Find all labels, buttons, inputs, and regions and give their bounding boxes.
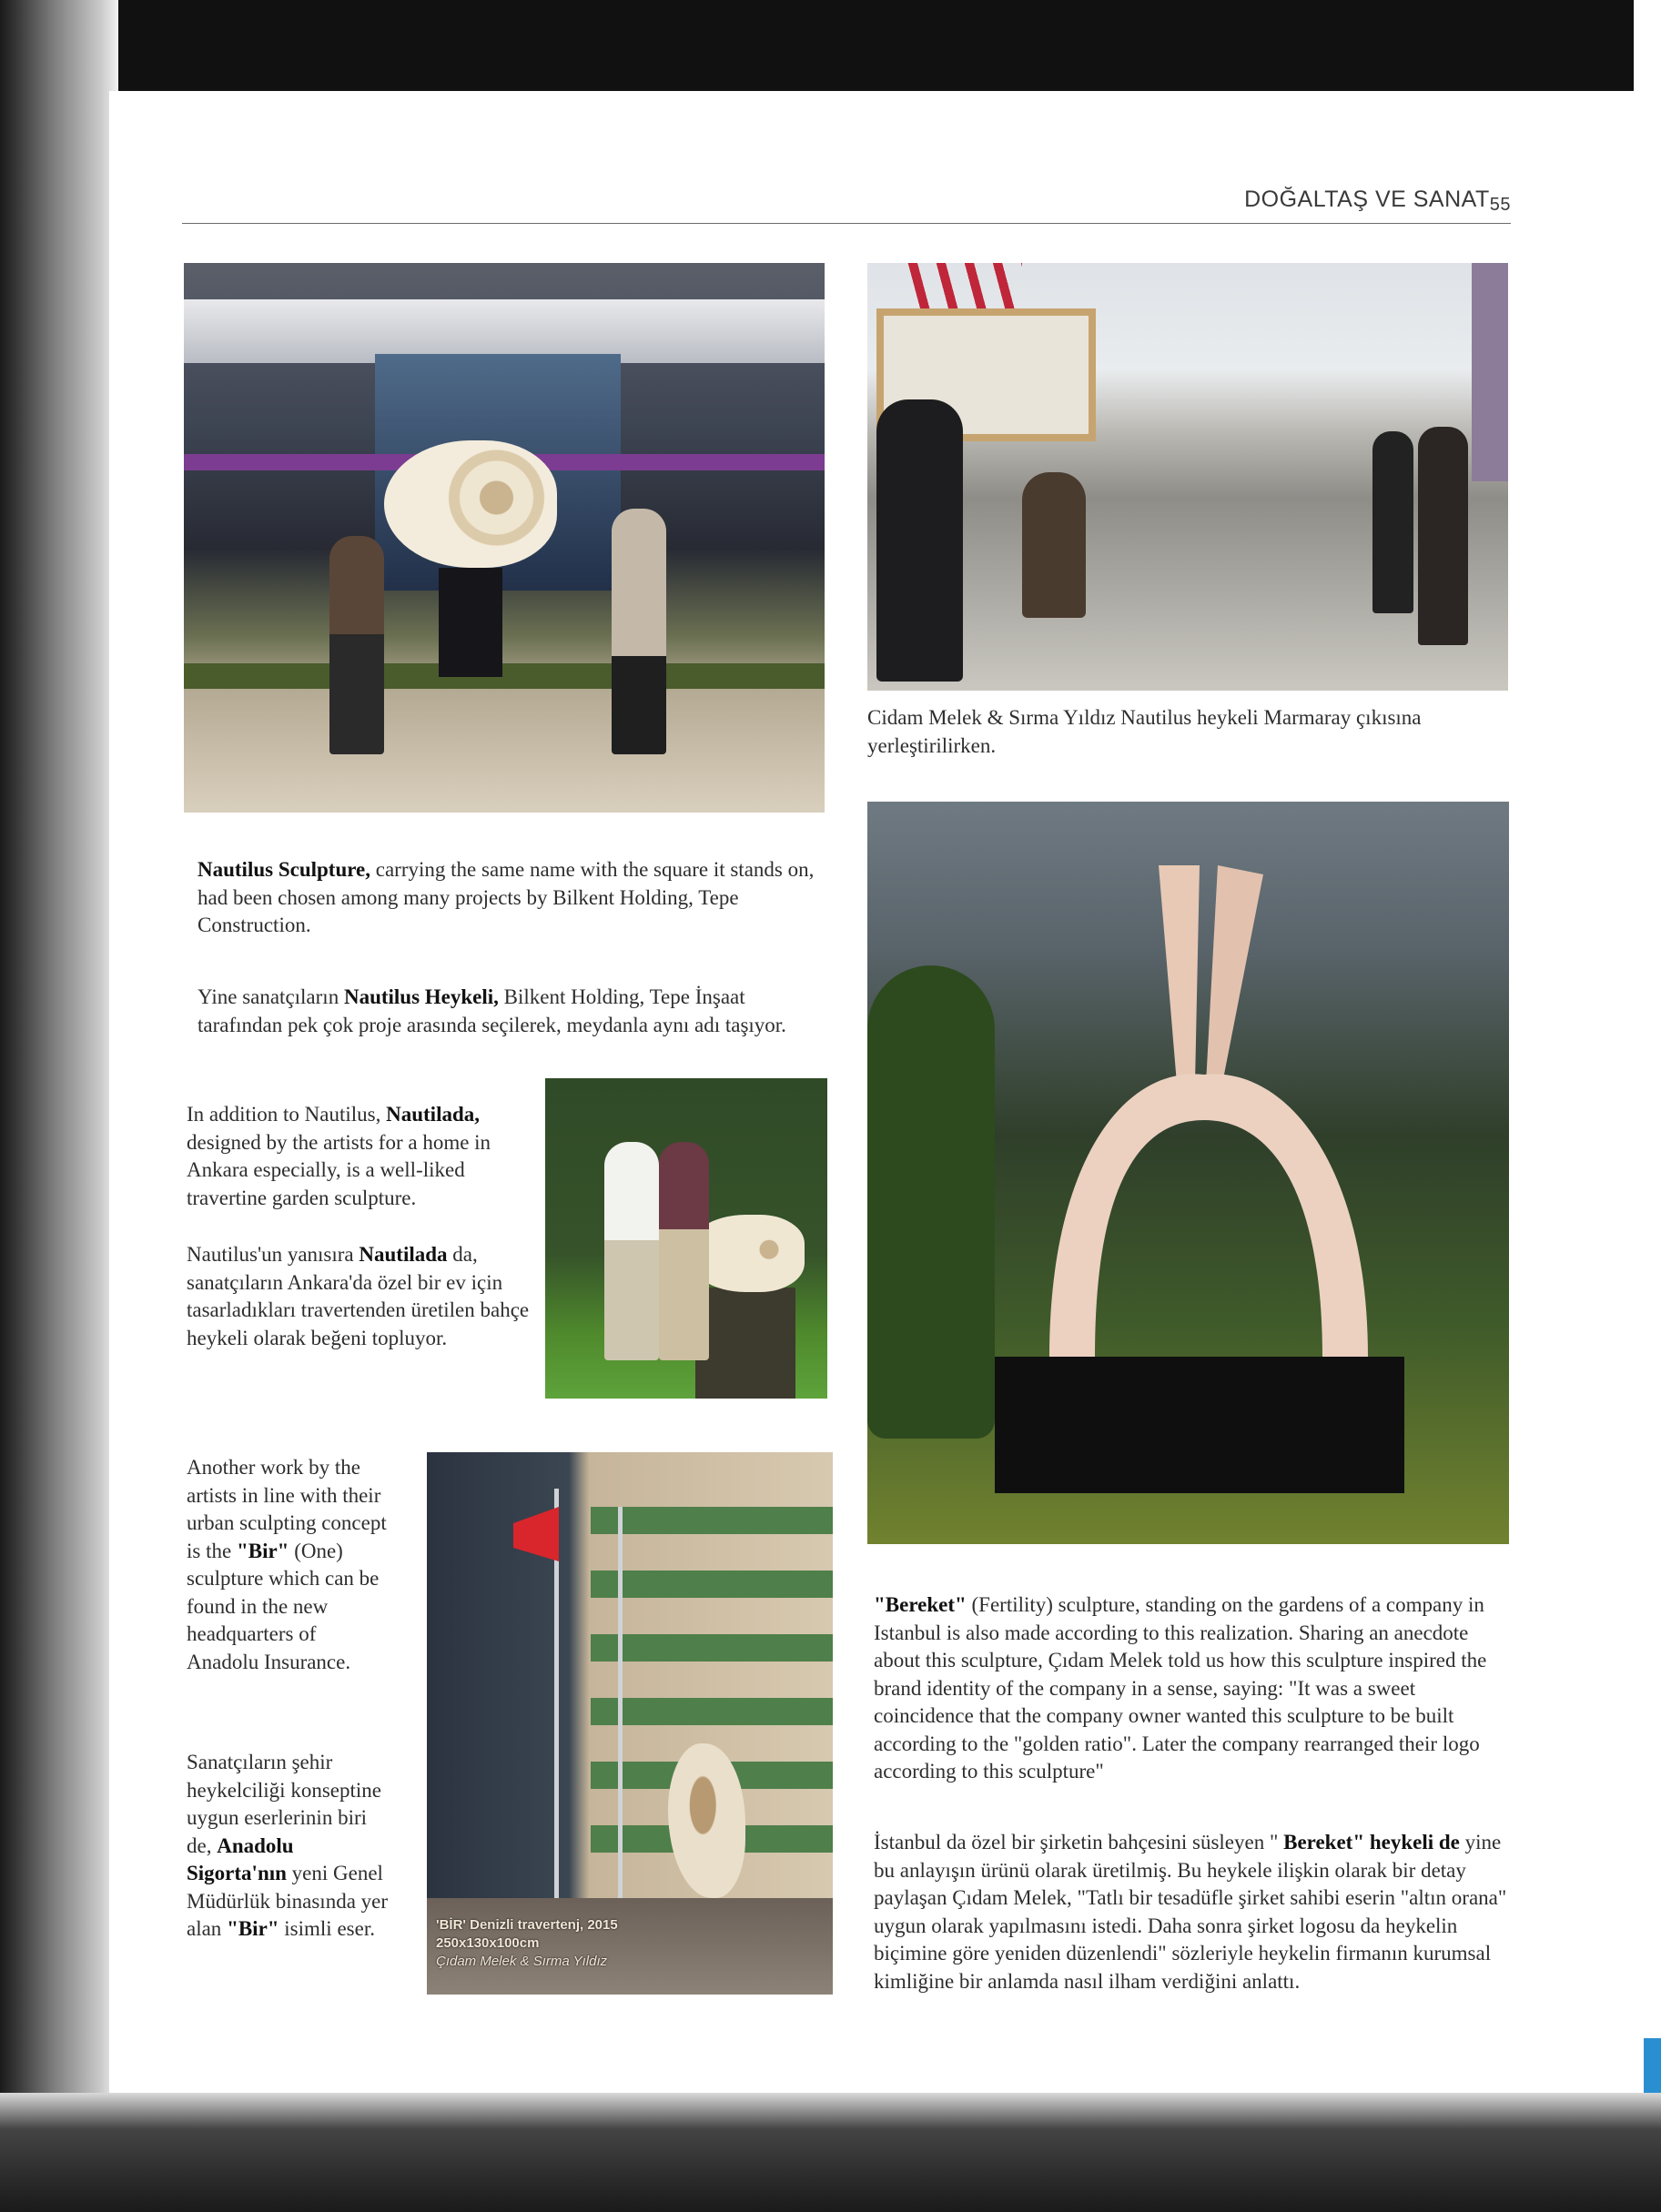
sculpture-pedestal: [695, 1288, 795, 1399]
turkish-flag: [513, 1507, 559, 1561]
paragraph-bir-tr: [187, 1749, 396, 1944]
body-text: Bilkent Holding, Tepe İnşaat tarafından pek çok proje arasında seçilerek, meydanla aynı adı taşıyor.: [197, 985, 786, 1036]
photo-nautilus-plaza: [184, 263, 825, 813]
body-text: Another work by the artists in line with their urban sculpting concept is the: [187, 1456, 387, 1562]
photo-bereket-sculpture: [867, 802, 1509, 1544]
artist-figure: [1372, 431, 1413, 613]
plaque-dimensions: 250x130x100cm: [436, 1935, 540, 1951]
emphasis: Nautilus Heykeli,: [343, 985, 499, 1008]
body-text: carrying the same name with the square it stands on, had been chosen among many projects by Bilkent Holding, Tepe Construction.: [197, 858, 815, 936]
grass-strip: [184, 663, 825, 689]
paragraph-bereket-tr: [874, 1829, 1511, 1995]
emphasis: Nautilada: [359, 1243, 448, 1266]
sculpture-pedestal: [439, 568, 502, 677]
paragraph-nautilada-en: [187, 1101, 532, 1212]
emphasis: Anadolu Sigorta'nın: [187, 1833, 294, 1884]
worker-figure: [1022, 472, 1086, 618]
emphasis: Bereket" heykeli de: [1283, 1831, 1460, 1853]
body-text: yeni Genel Müdürlük binasında yer alan: [187, 1862, 389, 1940]
section-title: DOĞALTAŞ VE SANAT: [1244, 187, 1490, 212]
body-text: isimli eser.: [279, 1917, 375, 1940]
body-text: İstanbul da özel bir şirketin bahçesini süsleyen ": [874, 1831, 1284, 1853]
scan-border-bottom: [0, 2093, 1661, 2212]
scan-border-top: [0, 0, 1661, 100]
plaque-artists: Çıdam Melek & Sırma Yıldız: [436, 1954, 608, 1969]
paragraph-nautilada-tr: [187, 1241, 532, 1352]
flag-pole: [618, 1507, 623, 1962]
body-text: (Fertility) sculpture, standing on the gardens of a company in Istanbul is also made according to this realization. Sharing an anecdote about this sculpture, Çıdam Melek told us how this sculpture inspired the brand identity of the company in a sense, saying: "It was a sweet coincidence that the company owner wanted this sculpture to be built according to the "golden ratio". Later the company rearranged their logo according to this sculpture": [874, 1593, 1487, 1783]
paragraph-bereket-en: [874, 1591, 1511, 1786]
body-text: Nautilus'un yanısıra: [187, 1243, 360, 1266]
emphasis: "Bir": [227, 1917, 279, 1940]
paragraph-bir-en: [187, 1454, 387, 1676]
body-text: da, sanatçıların Ankara'da özel bir ev için tasarladıkları travertenden üretilen bahçe heykeli olarak beğeni topluyor.: [187, 1243, 530, 1349]
building-pillar: [1472, 263, 1508, 481]
photo-bir-sculpture: [427, 1452, 833, 1995]
header-rule: [182, 223, 1511, 224]
bereket-sculpture: [1013, 856, 1404, 1357]
emphasis: "Bereket": [874, 1593, 967, 1616]
caption-marmaray: Cidam Melek & Sırma Yıldız Nautilus heykeli Marmaray çıkısına yerleştirilirken.: [867, 706, 1422, 757]
scan-border-left: [0, 0, 118, 2212]
emphasis: "Bir": [236, 1539, 289, 1562]
paragraph-nautilus-en: [197, 856, 835, 940]
scan-border-right: [1634, 0, 1661, 2212]
emphasis: Nautilus Sculpture,: [197, 858, 371, 881]
page-edge-mark: [1644, 2038, 1661, 2093]
running-head: [1244, 187, 1511, 216]
photo-nautilada: [545, 1078, 827, 1399]
worker-figure: [876, 399, 963, 682]
body-text: (One) sculpture which can be found in the new headquarters of Anadolu Insurance.: [187, 1539, 380, 1673]
artist-figure: [612, 509, 666, 754]
cypress-tree: [867, 965, 995, 1439]
body-text: Yine sanatçıların: [197, 985, 344, 1008]
body-text: In addition to Nautilus,: [187, 1103, 387, 1126]
paragraph-nautilus-tr: [197, 984, 835, 1039]
body-text: designed by the artists for a home in Ankara especially, is a well-liked travertine garden sculpture.: [187, 1130, 491, 1209]
photo-marmaray-installation: [867, 263, 1508, 691]
artist-figure: [659, 1142, 709, 1360]
artist-figure: [1418, 427, 1468, 645]
artist-figure: [329, 536, 384, 754]
sculpture-plaque: [436, 1916, 709, 1971]
sculpture-base: [995, 1357, 1404, 1493]
page-number: 55: [1489, 195, 1511, 215]
emphasis: Nautilada,: [386, 1103, 481, 1126]
body-text: yine bu anlayışın ürünü olarak üretilmiş. Bu heykele ilişkin olarak bir detay paylaşan Çıdam Melek, "Tatlı bir tesadüfle şirket sahibi eserin "altın orana" uygun olarak yapılmasını istedi. Daha sonra şirket logosu da heykelin biçimine göre yeniden düzenlendi" sözleriyle heykelin firmanın kurumsal kimliğine bir anlamda nasıl ilham verdiğini anlattı.: [874, 1831, 1507, 1993]
body-text: Sanatçıların şehir heykelciliği konseptine uygun eserlerinin biri de,: [187, 1751, 381, 1857]
nautilus-sculpture: [384, 440, 557, 568]
plaque-title: 'BİR' Denizli travertenj, 2015: [436, 1917, 618, 1933]
artist-figure: [604, 1142, 659, 1360]
